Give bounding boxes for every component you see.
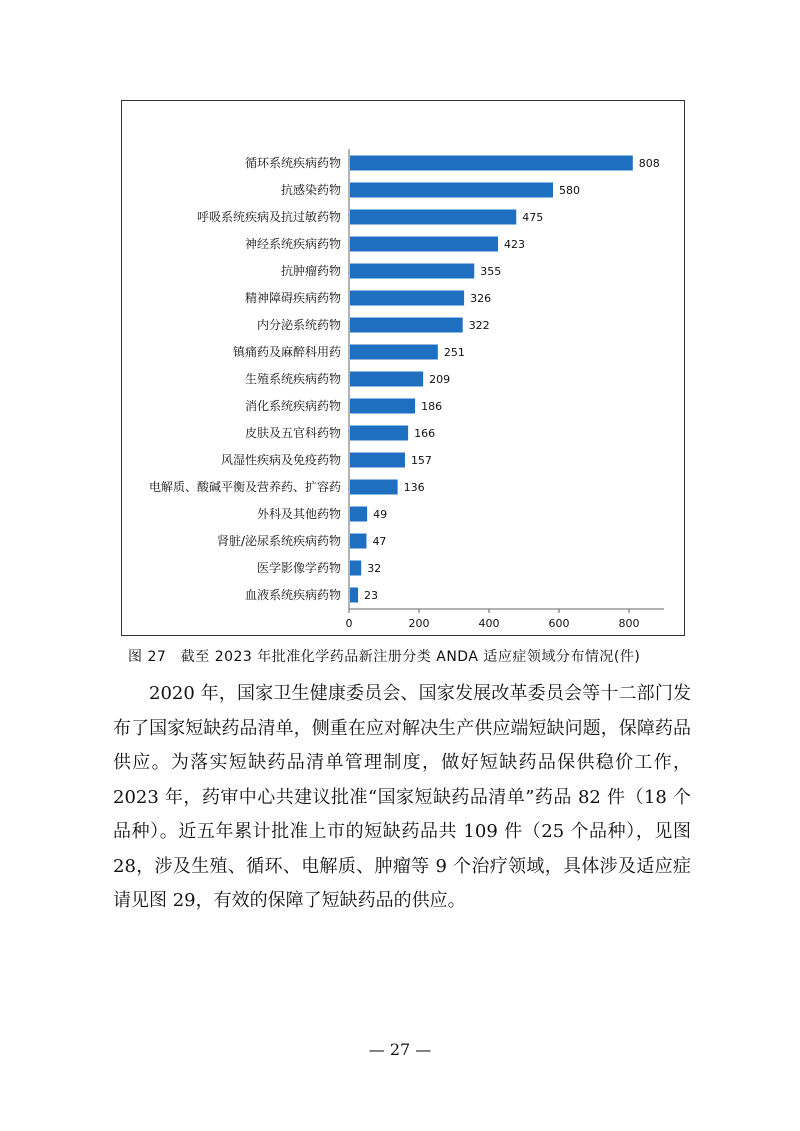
data-label: 580 (559, 184, 580, 197)
category-label: 循环系统疾病药物 (244, 156, 341, 170)
data-label: 251 (443, 346, 465, 359)
data-label: 32 (367, 562, 382, 575)
data-label: 326 (470, 292, 492, 305)
data-label: 209 (429, 373, 451, 386)
category-label: 电解质、酸碱平衡及营养药、扩容药 (148, 480, 341, 494)
category-label: 精神障碍疾病药物 (244, 291, 341, 305)
category-label: 肾脏/泌尿系统疾病药物 (216, 534, 341, 548)
paragraph-text: 2020 年，国家卫生健康委员会、国家发展改革委员会等十二部门发布了国家短缺药品清单，侧重在应对解决生产供应端短缺问题，保障药品供应。为落实短缺药品清单管理制度，做好短缺药品保供稳价工作，2023 年，药审中心共建议批准“国家短缺药品清单”药品 82 件（18 个品种）。近五年累计批准上市的短缺药品共 109 件（25 个品种），见图 28，涉及生殖、循环、电解质、肿瘤等 9 个治疗领域，具体涉及适应症请见图 29，有效的保障了短缺药品的供应。 (113, 683, 691, 911)
data-label: 186 (421, 400, 443, 413)
data-label: 157 (410, 454, 432, 467)
chart-canvas (122, 101, 684, 635)
bar (350, 372, 423, 387)
x-tick-label: 800 (618, 617, 640, 630)
category-label: 风湿性疾病及免疫药物 (220, 453, 341, 467)
bar (350, 291, 464, 306)
x-tick-label: 200 (408, 617, 430, 630)
bar (350, 507, 367, 522)
category-label: 内分泌系统药物 (256, 318, 341, 332)
category-label: 血液系统疾病药物 (244, 588, 341, 602)
data-label: 322 (468, 319, 490, 332)
x-tick-label: 400 (478, 617, 500, 630)
data-label: 475 (522, 211, 544, 224)
category-label: 生殖系统疾病药物 (244, 372, 341, 386)
data-label: 355 (480, 265, 502, 278)
bar (350, 183, 553, 198)
bar (350, 480, 398, 495)
bar (350, 534, 366, 549)
data-label: 423 (504, 238, 526, 251)
category-label: 抗感染药物 (280, 183, 341, 197)
bar (350, 399, 415, 414)
bar-chart (121, 100, 685, 636)
data-label: 808 (638, 157, 660, 170)
bar (350, 426, 408, 441)
bar (350, 453, 405, 468)
category-label: 外科及其他药物 (256, 507, 341, 521)
bar (350, 345, 438, 360)
data-label: 166 (414, 427, 436, 440)
x-tick-label: 0 (345, 617, 353, 630)
category-label: 皮肤及五官科药物 (244, 426, 341, 440)
figure-caption: 图 27 截至 2023 年批准化学药品新注册分类 ANDA 适应症领域分布情况(件) (128, 649, 641, 665)
category-label: 消化系统疾病药物 (244, 399, 341, 413)
bar (350, 210, 516, 225)
bar (350, 561, 361, 576)
data-label: 23 (364, 589, 379, 602)
category-label: 神经系统疾病药物 (244, 237, 341, 251)
body-paragraph (113, 677, 691, 919)
category-label: 镇痛药及麻醉科用药 (232, 345, 341, 359)
bar (350, 588, 358, 603)
category-label: 抗肿瘤药物 (280, 264, 341, 278)
data-label: 49 (373, 508, 388, 521)
category-label: 医学影像学药物 (256, 561, 341, 575)
x-tick-label: 600 (548, 617, 570, 630)
data-label: 47 (372, 535, 387, 548)
bar (350, 264, 474, 279)
bar (350, 156, 633, 171)
category-label: 呼吸系统疾病及抗过敏药物 (196, 210, 341, 224)
bar (350, 237, 498, 252)
bar (350, 318, 463, 333)
page-number: — 27 — (368, 1040, 432, 1059)
data-label: 136 (403, 481, 425, 494)
